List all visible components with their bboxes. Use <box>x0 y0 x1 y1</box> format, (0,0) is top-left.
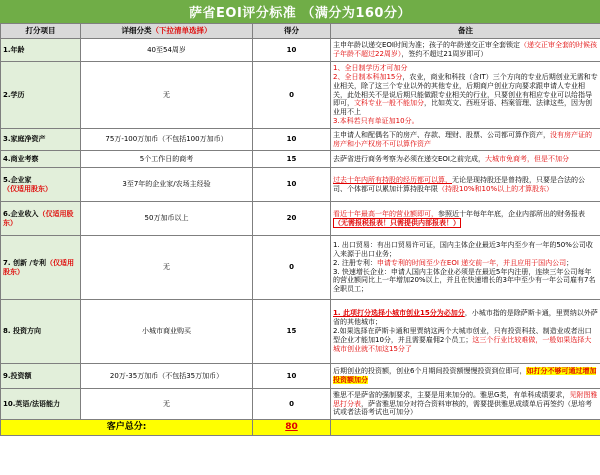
item-label <box>1 364 81 389</box>
item-label-hint: （仅适用股东） <box>3 184 52 193</box>
item-label <box>1 300 81 364</box>
item-label-hint: （仅适用股东） <box>3 209 74 227</box>
score-value: 0 <box>253 62 331 129</box>
note-segment: 见附图雅思打分表 <box>333 390 598 408</box>
row-investment-amount <box>1 364 600 389</box>
item-label-text: 5.企业家 <box>3 175 32 184</box>
score-value: 10 <box>253 364 331 389</box>
item-label-text: 9.投资额 <box>3 371 32 380</box>
detail-select[interactable]: 无 <box>81 389 253 420</box>
note-segment: 主申年龄以递交EOI时间为准；孩子的年龄递交正审全套锁定 <box>333 41 520 50</box>
note-segment: 1. 出口贸易：有出口贸易许可证，国内主体企业最近3年内至少有一年的50%公司收入来源于出口业务； <box>333 240 593 258</box>
item-label <box>1 236 81 300</box>
note-segment: （持股10%和10%以上的才算股东） <box>438 184 554 193</box>
note-segment: ，比如英文、西班牙语、档案管理、法律这些，因为创业用不上 <box>333 99 592 117</box>
note-cell <box>331 62 600 129</box>
note-segment: 雅思不是萨省的强制要求，主要是用来加分的。雅思G类，有单科成绩要求， <box>333 390 570 399</box>
total-score: 80 <box>253 420 331 436</box>
row-age <box>1 39 600 62</box>
item-label <box>1 389 81 420</box>
header-detail <box>81 24 253 39</box>
score-value: 10 <box>253 168 331 202</box>
note-segment: 没有房产证的房产和小产权房不可以算作资产 <box>333 130 592 148</box>
row-language <box>1 389 600 420</box>
note-segment: 后期创业的投资额，创业6个月期间投资额慢慢投资到位即可， <box>333 367 527 376</box>
note-segment: 去萨省进行商务考察为必须在递交EOI之前完成， <box>333 154 485 163</box>
note-segment: 看近十年最高一年的营业额即可， <box>333 209 438 218</box>
item-label <box>1 129 81 151</box>
score-value: 0 <box>253 236 331 300</box>
item-label-text: 4.商业考察 <box>3 154 39 163</box>
item-label-text: 6.企业收入 <box>3 209 39 218</box>
note-segment: ，萨省雅思加分对符合资料审核的，需要提供雅思成绩单后再签约（思培考试或者法语考试也可加分） <box>333 399 592 417</box>
detail-select[interactable]: 5个工作日的商考 <box>81 151 253 168</box>
note-segment: 如打分不够可通过增加投资额加分 <box>333 367 597 384</box>
row-net-assets <box>1 129 600 151</box>
note-segment: 1. 此项打分选择小城市创业15分为必加分 <box>333 309 465 318</box>
item-label-text: 3.家庭净资产 <box>3 135 46 144</box>
row-entrepreneur <box>1 168 600 202</box>
detail-select[interactable]: 无 <box>81 236 253 300</box>
score-value: 15 <box>253 300 331 364</box>
item-label-hint: （仅适用股东） <box>3 258 74 276</box>
note-segment: ； <box>566 258 574 267</box>
score-value: 15 <box>253 151 331 168</box>
row-business-visit <box>1 151 600 168</box>
row-revenue <box>1 202 600 236</box>
note-segment: 过去十年内所有持股的经历都可以算， <box>333 175 452 184</box>
item-label-text: 10.英语/法语能力 <box>3 399 60 408</box>
note-segment: 文科专业一般不能加分 <box>354 99 424 108</box>
header-row <box>1 24 600 39</box>
note-segment: ，小城市指的是除萨斯卡通，里贾纳以外萨省的其他城市； <box>333 309 598 327</box>
note-segment: 2、全日制本科加15分 <box>333 72 403 81</box>
note-cell <box>331 300 600 364</box>
score-value: 10 <box>253 129 331 151</box>
note-segment: 申请专利的时间至少在EOI 递交前一年，并且应用于国内公司 <box>376 258 567 267</box>
note-cell <box>331 39 600 62</box>
note-segment: ，签约不超过21周岁即可） <box>401 50 488 58</box>
note-cell <box>331 129 600 151</box>
sheet-title: 萨省EOI评分标准 （满分为160分） <box>0 0 600 23</box>
note-segment: 参照近十年每年年底，企业内部所出的财务报表 <box>438 209 585 218</box>
score-value: 20 <box>253 202 331 236</box>
header-detail-label: 详细分类 <box>121 26 152 36</box>
detail-select[interactable]: 小城市商业购买 <box>81 300 253 364</box>
score-value: 0 <box>253 389 331 420</box>
detail-select[interactable]: 3至7年的企业家/农场主经验 <box>81 168 253 202</box>
note-segment: 3. 快速增长企业：申请人国内主体企业必须是在最近5年内注册，连续三年公司每年的营业额同比上一年增加20%以上，并且在快速增长的3年中至少有一年公司雇有7名全职员工； <box>333 267 596 294</box>
note-segment: ，农业，商业和科技（含IT）三个方向的专业后期创业无需和专业相关，除了这三个专业以外的其他专业，后期商户创业方向要求跟申请人专业相关，此处相关不是说后期只能做跟专业相关的行业，只要创业有相应专业可以给指导即可， <box>333 72 598 108</box>
note-segment: 大城市免商考，但是不加分 <box>485 154 569 163</box>
header-detail-hint: （下拉清单选择） <box>151 26 212 36</box>
note-segment: 这三个行业比较难做，一般如果选择大城市创业就不加这15分了 <box>333 335 592 353</box>
score-value: 10 <box>253 39 331 62</box>
note-segment: 2.如果选择在萨斯卡通和里贾纳这两个大城市创业，只有投资科技、制造业或者出口型企业才能加10分，并且需要雇佣2个员工； <box>333 327 592 344</box>
note-cell <box>331 364 600 389</box>
item-label-text: 7. 创新 /专利 <box>3 258 46 267</box>
item-label <box>1 168 81 202</box>
item-label <box>1 62 81 129</box>
note-segment: 2. 注册专利： <box>333 258 377 267</box>
note-segment: 无论是现持股还是曾持股，只要是合法的公司、个体都可以累加计算持股年限 <box>333 175 585 193</box>
header-score: 得分 <box>253 24 331 39</box>
total-spacer <box>331 420 600 436</box>
note-cell <box>331 236 600 300</box>
note-cell <box>331 202 600 236</box>
item-label-text: 2.学历 <box>3 90 25 99</box>
detail-select[interactable]: 20万-35万加币（不包括35万加币） <box>81 364 253 389</box>
row-investment-direction <box>1 300 600 364</box>
item-label-text: 8. 投资方向 <box>3 327 41 336</box>
detail-select[interactable]: 无 <box>81 62 253 129</box>
row-education <box>1 62 600 129</box>
item-label-text: 1.年龄 <box>3 45 25 54</box>
item-label <box>1 39 81 62</box>
row-innovation <box>1 236 600 300</box>
note-cell <box>331 168 600 202</box>
detail-select[interactable]: 75万-100万加币（不包括100万加币） <box>81 129 253 151</box>
item-label <box>1 151 81 168</box>
note-segment: （无需报税报表！只需提供内部报表！） <box>334 218 460 227</box>
header-item: 打分项目 <box>1 24 81 39</box>
detail-select[interactable]: 50万加币以上 <box>81 202 253 236</box>
item-label <box>1 202 81 236</box>
detail-select[interactable]: 40至54周岁 <box>81 39 253 62</box>
header-notes: 备注 <box>331 24 600 39</box>
total-label: 客户总分: <box>1 420 253 436</box>
note-segment: 1、全日制学历才可加分 <box>333 63 408 72</box>
score-table <box>0 23 600 436</box>
note-segment: 主申请人和配偶名下的房产、存款、理财、股票、公司都可算作资产， <box>333 130 550 139</box>
note-cell <box>331 389 600 420</box>
note-segment: 3.本科若只有单证加10分。 <box>333 117 419 126</box>
note-cell <box>331 151 600 168</box>
note-segment: （递交正审全套的时候孩子年龄不超过22周岁） <box>333 41 597 58</box>
total-row <box>1 420 600 436</box>
